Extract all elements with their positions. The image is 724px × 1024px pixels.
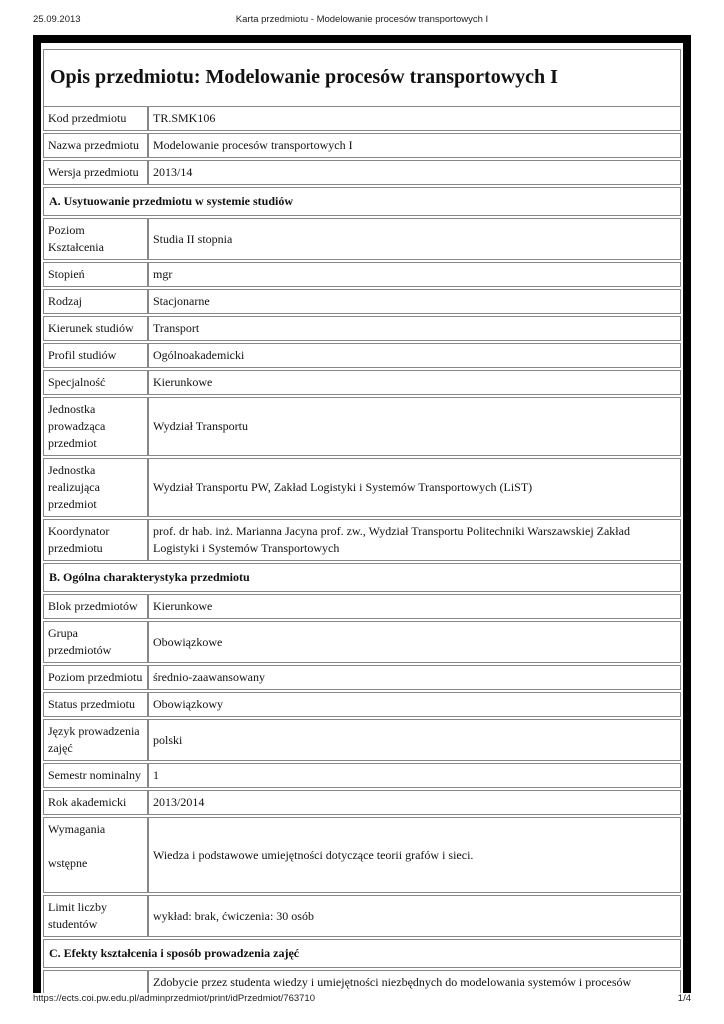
table-row [43, 895, 681, 937]
row-value: 1 [148, 763, 681, 788]
title-box [43, 49, 681, 107]
table-row [43, 763, 681, 788]
print-header [0, 14, 724, 28]
row-label: Grupa przedmiotów [43, 621, 148, 663]
table-row [43, 106, 681, 131]
table-row [43, 621, 681, 663]
row-label: Jednostka prowadząca przedmiot [43, 397, 148, 456]
table-row [43, 289, 681, 314]
row-label [43, 970, 148, 993]
row-label: Specjalność [43, 370, 148, 395]
row-value: Studia II stopnia [148, 218, 681, 260]
section-heading-row [43, 939, 681, 968]
table-row [43, 262, 681, 287]
row-value: 2013/14 [148, 160, 681, 185]
table-row [43, 970, 681, 993]
row-label: Rodzaj [43, 289, 148, 314]
section-c-heading: C. Efekty kształcenia i sposób prowadzenia zajęć [43, 939, 681, 968]
row-value: Zdobycie przez studenta wiedzy i umiejętności niezbędnych do modelowania systemów i procesów [148, 970, 681, 993]
course-table [43, 104, 681, 993]
row-label: Kod przedmiotu [43, 106, 148, 131]
row-value: Stacjonarne [148, 289, 681, 314]
table-row [43, 519, 681, 561]
print-footer [0, 993, 724, 1007]
table-row [43, 316, 681, 341]
row-value: TR.SMK106 [148, 106, 681, 131]
table-row [43, 133, 681, 158]
row-label: Limit liczby studentów [43, 895, 148, 937]
print-page-number: 1/4 [677, 993, 691, 1004]
row-value: prof. dr hab. inż. Marianna Jacyna prof. zw., Wydział Transportu Politechniki Warszawskiej Zakład Logistyki i Systemów Transportowych [148, 519, 681, 561]
table-row [43, 397, 681, 456]
table-row [43, 370, 681, 395]
row-value: Modelowanie procesów transportowych I [148, 133, 681, 158]
row-value: wykład: brak, ćwiczenia: 30 osób [148, 895, 681, 937]
row-value: Obowiązkowy [148, 692, 681, 717]
row-value: Kierunkowe [148, 370, 681, 395]
table-row [43, 458, 681, 517]
section-heading-row [43, 563, 681, 592]
row-value: 2013/2014 [148, 790, 681, 815]
table-row [43, 817, 681, 893]
document-body [41, 43, 683, 993]
table-row [43, 790, 681, 815]
row-value: polski [148, 719, 681, 761]
row-label: Jednostka realizująca przedmiot [43, 458, 148, 517]
row-value: Wiedza i podstawowe umiejętności dotyczące teorii grafów i sieci. [148, 817, 681, 893]
row-label-bottom: wstępne [48, 856, 88, 870]
page-title: Opis przedmiotu: Modelowanie procesów transportowych I [50, 66, 558, 88]
row-label-top: Wymagania [48, 822, 106, 836]
table-row [43, 719, 681, 761]
table-row [43, 218, 681, 260]
row-value: Ogólnoakademicki [148, 343, 681, 368]
section-b-heading: B. Ogólna charakterystyka przedmiotu [43, 563, 681, 592]
row-value: mgr [148, 262, 681, 287]
row-label: Blok przedmiotów [43, 594, 148, 619]
print-url: https://ects.coi.pw.edu.pl/adminprzedmiot/print/idPrzedmiot/763710 [33, 993, 315, 1004]
row-label [43, 817, 148, 893]
row-label: Poziom przedmiotu [43, 665, 148, 690]
section-heading-row [43, 187, 681, 216]
row-label: Nazwa przedmiotu [43, 133, 148, 158]
document-frame [33, 35, 691, 993]
row-value: średnio-zaawansowany [148, 665, 681, 690]
row-value: Obowiązkowe [148, 621, 681, 663]
row-label: Kierunek studiów [43, 316, 148, 341]
print-doc-title: Karta przedmiotu - Modelowanie procesów transportowych I [235, 14, 489, 25]
row-label: Poziom Kształcenia [43, 218, 148, 260]
row-label: Rok akademicki [43, 790, 148, 815]
section-a-heading: A. Usytuowanie przedmiotu w systemie studiów [43, 187, 681, 216]
row-value: Kierunkowe [148, 594, 681, 619]
row-value: Wydział Transportu [148, 397, 681, 456]
row-label: Koordynator przedmiotu [43, 519, 148, 561]
row-value: Wydział Transportu PW, Zakład Logistyki i Systemów Transportowych (LiST) [148, 458, 681, 517]
table-row [43, 343, 681, 368]
table-row [43, 160, 681, 185]
row-label: Stopień [43, 262, 148, 287]
row-label: Profil studiów [43, 343, 148, 368]
row-label: Semestr nominalny [43, 763, 148, 788]
table-row [43, 594, 681, 619]
row-value: Transport [148, 316, 681, 341]
row-label: Język prowadzenia zajęć [43, 719, 148, 761]
table-row [43, 692, 681, 717]
table-row [43, 665, 681, 690]
print-date: 25.09.2013 [33, 14, 81, 25]
row-label: Wersja przedmiotu [43, 160, 148, 185]
row-label: Status przedmiotu [43, 692, 148, 717]
